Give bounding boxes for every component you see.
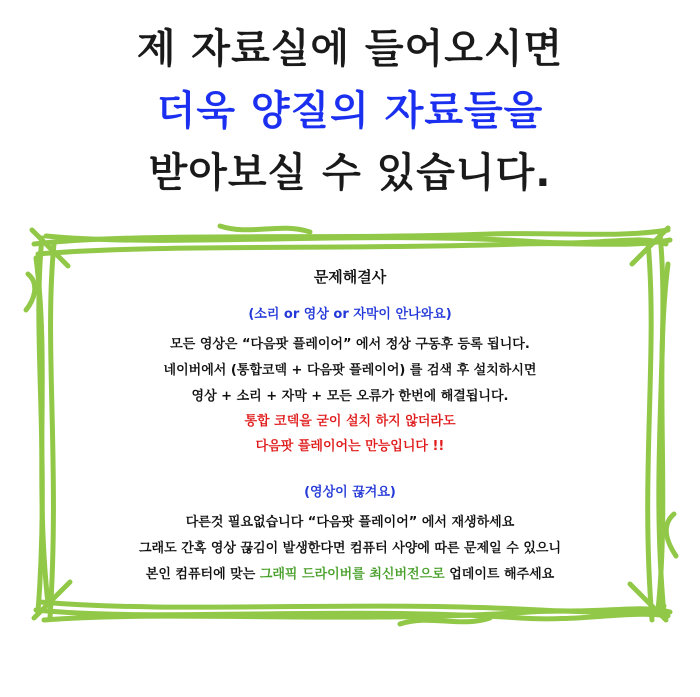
headline-line-3: 받아보실 수 있습니다. <box>148 150 552 196</box>
section-1-line-4: 통합 코덱을 굳이 설치 하지 않더라도 <box>244 414 456 429</box>
headline-block <box>0 0 700 204</box>
headline-line-1: 제 자료실에 들어오시면 <box>136 26 564 72</box>
headline-line-2: 더욱 양질의 자료들을 <box>156 88 544 134</box>
section-1-line-1: 모든 영상은 “다음팟 플레이어” 에서 정상 구동후 등록 됩니다. <box>170 337 530 352</box>
note-card <box>20 214 680 634</box>
section-1-heading: (소리 or 영상 or 자막이 안나와요) <box>248 307 452 322</box>
section-divider <box>60 459 640 477</box>
section-2-heading: (영상이 끊겨요) <box>304 485 396 501</box>
section-2-line-2: 그래도 간혹 영상 끊김이 발생한다면 컴퓨터 사양에 따른 문제일 수 있으니 <box>139 541 561 557</box>
section-1-line-3: 영상 + 소리 + 자막 + 모든 오류가 한번에 해결됩니다. <box>191 389 509 404</box>
note-section-1 <box>60 303 640 459</box>
section-2-line-1: 다른것 필요없습니다 “다음팟 플레이어” 에서 재생하세요 <box>185 515 515 531</box>
note-body <box>60 266 640 588</box>
section-1-line-2: 네이버에서 (통합코덱 + 다음팟 플레이어) 를 검색 후 설치하시면 <box>163 363 537 378</box>
section-2-line-3: 본인 컴퓨터에 맞는 그래픽 드라이버를 최신버전으로 업데이트 해주세요 <box>145 567 555 583</box>
note-section-2 <box>60 481 640 588</box>
section-1-line-5: 다음팟 플레이어는 만능입니다 !! <box>255 438 445 454</box>
highlighted-phrase: 그래픽 드라이버를 최신버전으로 <box>259 567 445 583</box>
note-title: 문제해결사 <box>313 268 387 286</box>
